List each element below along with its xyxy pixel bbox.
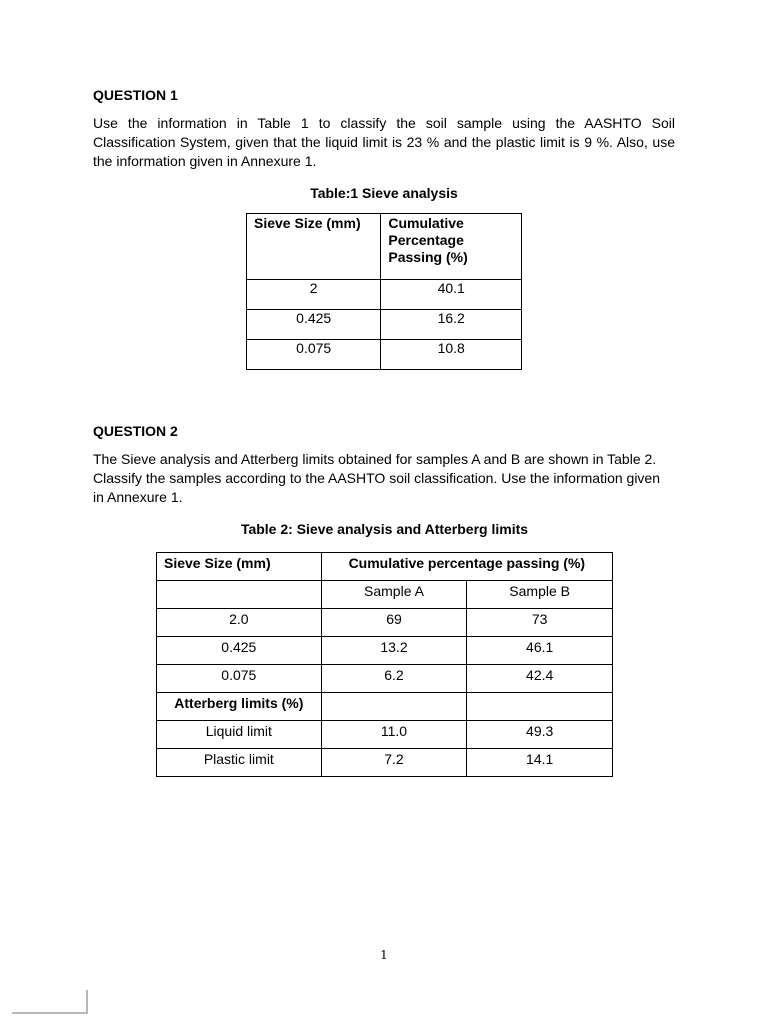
column-header-sieve-size: Sieve Size (mm) [157, 553, 322, 581]
table-cell: 40.1 [381, 280, 522, 310]
table-cell [157, 581, 322, 609]
table-row [247, 280, 522, 310]
table-cell: 2 [247, 280, 381, 310]
table-cell [467, 693, 613, 721]
column-header-cumulative-passing: Cumulative Percentage Passing (%) [381, 214, 522, 280]
table-1-caption: Table:1 Sieve analysis [310, 185, 458, 201]
question-2-heading: QUESTION 2 [93, 423, 178, 439]
page-number: 1 [380, 948, 388, 962]
table-2-caption: Table 2: Sieve analysis and Atterberg limits [240, 521, 529, 537]
table-cell: 73 [467, 609, 613, 637]
table-cell: 42.4 [467, 665, 613, 693]
table-2-sieve-and-atterberg [156, 552, 613, 777]
table-cell: 49.3 [467, 721, 613, 749]
column-header-sample-a: Sample A [321, 581, 467, 609]
table-cell: 6.2 [321, 665, 467, 693]
table-row [157, 665, 613, 693]
table-cell: 14.1 [467, 749, 613, 777]
table-cell: 2.0 [157, 609, 322, 637]
table-subheader-row [157, 581, 613, 609]
table-1-sieve-analysis [246, 213, 522, 370]
table-cell: Liquid limit [157, 721, 322, 749]
atterberg-limits-label: Atterberg limits (%) [157, 693, 322, 721]
table-cell: 0.425 [157, 637, 322, 665]
table-cell: 10.8 [381, 340, 522, 370]
table-cell: 0.425 [247, 310, 381, 340]
question-1-text: Use the information in Table 1 to classify the soil sample using the AASHTO Soil Classification System, given that the liquid limit is 23 % and the plastic limit is 9 %. Also, use the information given in Annexure 1. [93, 115, 675, 169]
table-cell: 69 [321, 609, 467, 637]
table-header-row [247, 214, 522, 280]
table-row [157, 693, 613, 721]
table-cell: 11.0 [321, 721, 467, 749]
table-row [247, 340, 522, 370]
table-row [157, 721, 613, 749]
table-cell: 0.075 [247, 340, 381, 370]
table-cell: 13.2 [321, 637, 467, 665]
column-header-sample-b: Sample B [467, 581, 613, 609]
table-cell: 0.075 [157, 665, 322, 693]
column-header-sieve-size: Sieve Size (mm) [247, 214, 381, 280]
question-2-text: The Sieve analysis and Atterberg limits obtained for samples A and B are shown in Table 2. Classify the samples according to the AASHTO soil classification. Use the information given in Annexure 1. [93, 451, 660, 505]
table-cell: Plastic limit [157, 749, 322, 777]
column-header-cumulative-passing: Cumulative percentage passing (%) [321, 553, 612, 581]
table-cell: 46.1 [467, 637, 613, 665]
page-corner-mark [12, 990, 88, 1014]
table-header-row [157, 553, 613, 581]
table-cell: 7.2 [321, 749, 467, 777]
table-cell: 16.2 [381, 310, 522, 340]
table-row [157, 609, 613, 637]
table-row [157, 637, 613, 665]
table-cell [321, 693, 467, 721]
table-row [247, 310, 522, 340]
table-row [157, 749, 613, 777]
question-1-heading: QUESTION 1 [93, 87, 178, 103]
